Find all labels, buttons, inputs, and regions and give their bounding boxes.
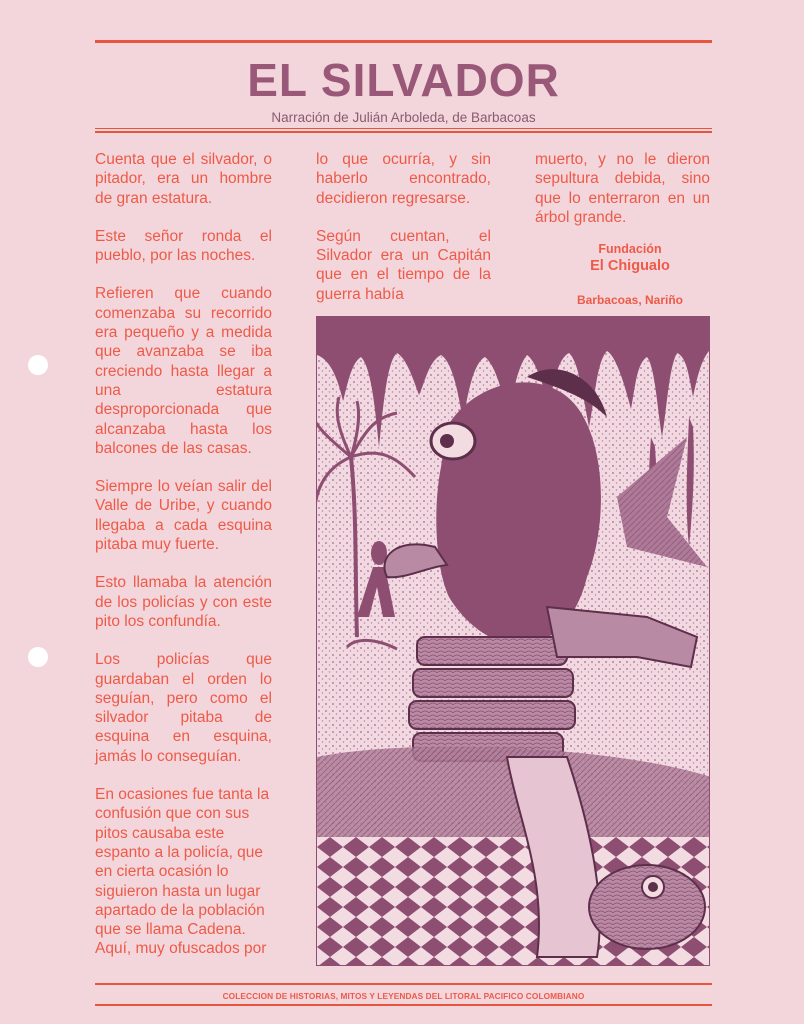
paragraph: Los policías que guardaban el orden lo seguían, pero como el silvador pitaba de esquina en esquina, jamás lo conseguían. <box>95 651 272 765</box>
page-title: EL SILVADOR <box>247 54 560 106</box>
text-column-2 <box>316 150 491 323</box>
paragraph: muerto, y no le dieron sepultura debida, sino que lo enterraron en un árbol grande. <box>535 151 710 226</box>
paragraph: Este señor ronda el pueblo, por las noches. <box>95 227 272 265</box>
header-rule <box>95 131 712 133</box>
footer-rule <box>95 983 712 985</box>
silvador-illustration <box>317 317 710 966</box>
text-column-3 <box>535 150 710 246</box>
paragraph: Según cuentan, el Silvador era un Capitán que en el tiempo de la guerra había <box>316 227 491 303</box>
footer-rule-bottom <box>95 1004 712 1006</box>
text-column-1 <box>95 150 272 978</box>
credit-label: Fundación <box>598 242 662 256</box>
page-subtitle: Narración de Julián Arboleda, de Barbacoas <box>271 110 536 125</box>
binder-hole-bottom <box>28 647 48 667</box>
paragraph: Esto llamaba la atención de los policías y con este pito los confundía. <box>95 574 272 630</box>
paragraph: En ocasiones fue tanta la confusión que con sus pitos causaba este espanto a la policía, que en cierta ocasión lo siguieron hasta un lugar apartado de la población que se llama Cadena. Aquí, muy ofuscados por <box>95 786 270 958</box>
top-rule <box>95 40 712 43</box>
illustration <box>316 316 710 966</box>
paragraph: Cuenta que el silvador, o pitador, era un hombre de gran estatura. <box>95 151 272 207</box>
footer-text: COLECCION DE HISTORIAS, MITOS Y LEYENDAS DEL LITORAL PACIFICO COLOMBIANO <box>222 991 585 1001</box>
paragraph: lo que ocurría, y sin haberlo encontrado, decidieron regresarse. <box>316 151 491 207</box>
header-rule-thin <box>95 128 712 129</box>
credit-place: Barbacoas, Nariño <box>576 293 684 307</box>
paragraph: Siempre lo veían salir del Valle de Uribe, y cuando llegaba a cada esquina pitaba muy fuerte. <box>95 478 272 554</box>
paragraph: Refieren que cuando comenzaba su recorrido era pequeño y a medida que avanzaba se iba creciendo hasta llegar a una estatura desproporcionada que alcanzaba hasta los balcones de las casas. <box>95 285 272 457</box>
credit-name: El Chigualo <box>590 258 670 274</box>
binder-hole-top <box>28 355 48 375</box>
